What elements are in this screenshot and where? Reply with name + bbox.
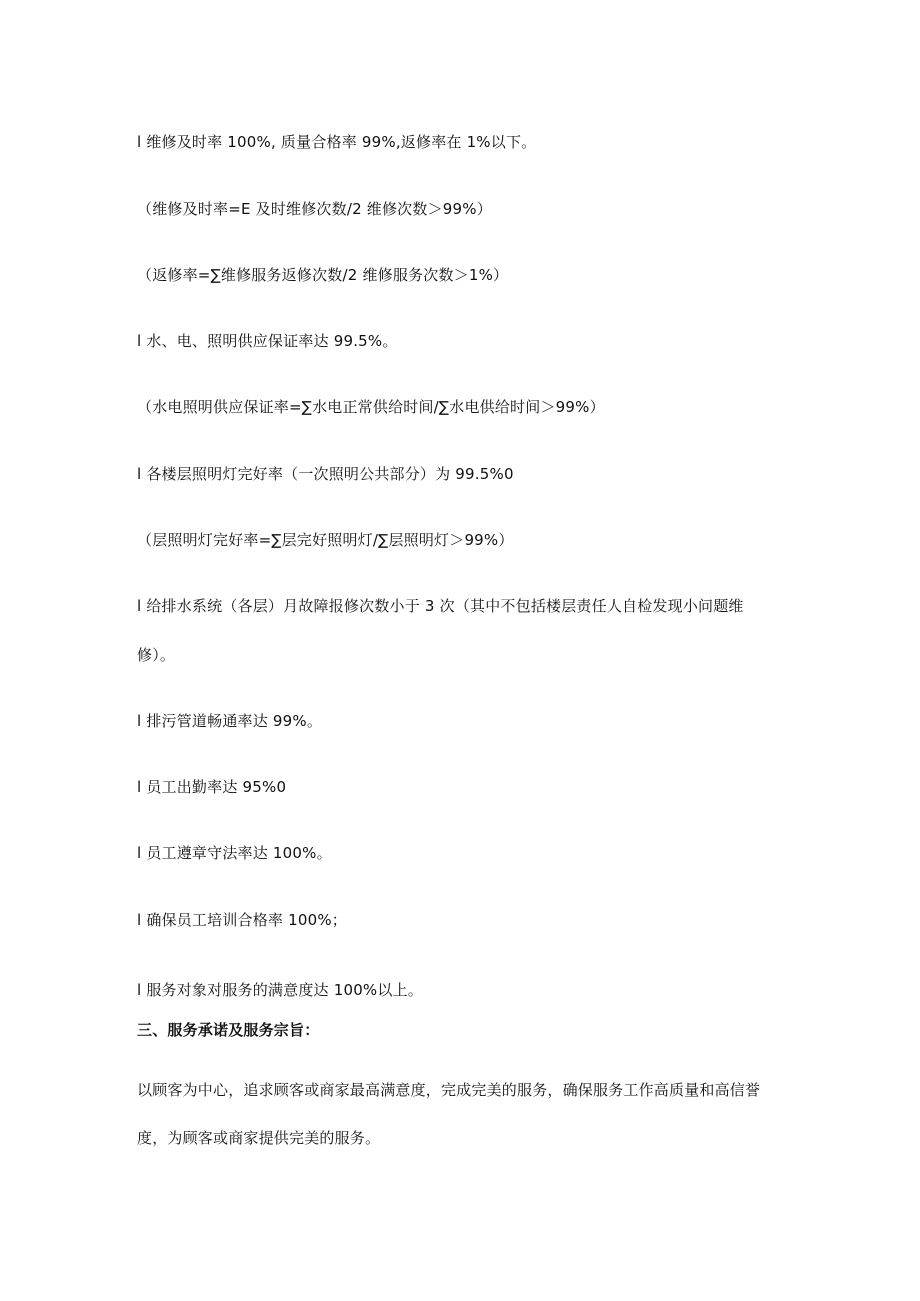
- section-heading: 三、服务承诺及服务宗旨：: [137, 1021, 320, 1039]
- text-line-lighting-intact: l 各楼层照明灯完好率（一次照明公共部分）为 99.5%0: [137, 465, 514, 483]
- text-line-sewage: l 排污管道畅通率达 99%。: [137, 712, 323, 730]
- text-line-training: l 确保员工培训合格率 100%；: [137, 911, 347, 929]
- text-line-plumbing-faults: l 给排水系统（各层）月故障报修次数小于 3 次（其中不包括楼层责任人自检发现小问题维: [137, 597, 744, 615]
- text-line-attendance: l 员工出勤率达 95%0: [137, 778, 287, 796]
- text-line-repair-timeliness: l 维修及时率 100%, 质量合格率 99%,返修率在 1%以下。: [137, 133, 537, 151]
- text-line-timeliness-formula: （维修及时率=E 及时维修次数/2 维修次数＞99%）: [137, 200, 492, 218]
- paragraph-line-1: 以顾客为中心，追求顾客或商家最高满意度，完成完美的服务，确保服务工作高质量和高信誉: [137, 1081, 761, 1099]
- text-line-rework-formula: （返修率=∑维修服务返修次数/2 维修服务次数＞1%）: [137, 266, 509, 284]
- text-line-compliance: l 员工遵章守法率达 100%。: [137, 844, 332, 862]
- text-line-plumbing-faults-cont: 修）。: [137, 646, 176, 664]
- text-line-utility-formula: （水电照明供应保证率=∑水电正常供给时间/∑水电供给时间＞99%）: [137, 398, 605, 416]
- text-line-satisfaction: l 服务对象对服务的满意度达 100%以上。: [137, 981, 423, 999]
- paragraph-line-2: 度，为顾客或商家提供完美的服务。: [137, 1129, 381, 1147]
- text-line-utility-supply: l 水、电、照明供应保证率达 99.5%。: [137, 332, 398, 350]
- text-line-lighting-formula: （层照明灯完好率=∑层完好照明灯/∑层照明灯＞99%）: [137, 531, 514, 549]
